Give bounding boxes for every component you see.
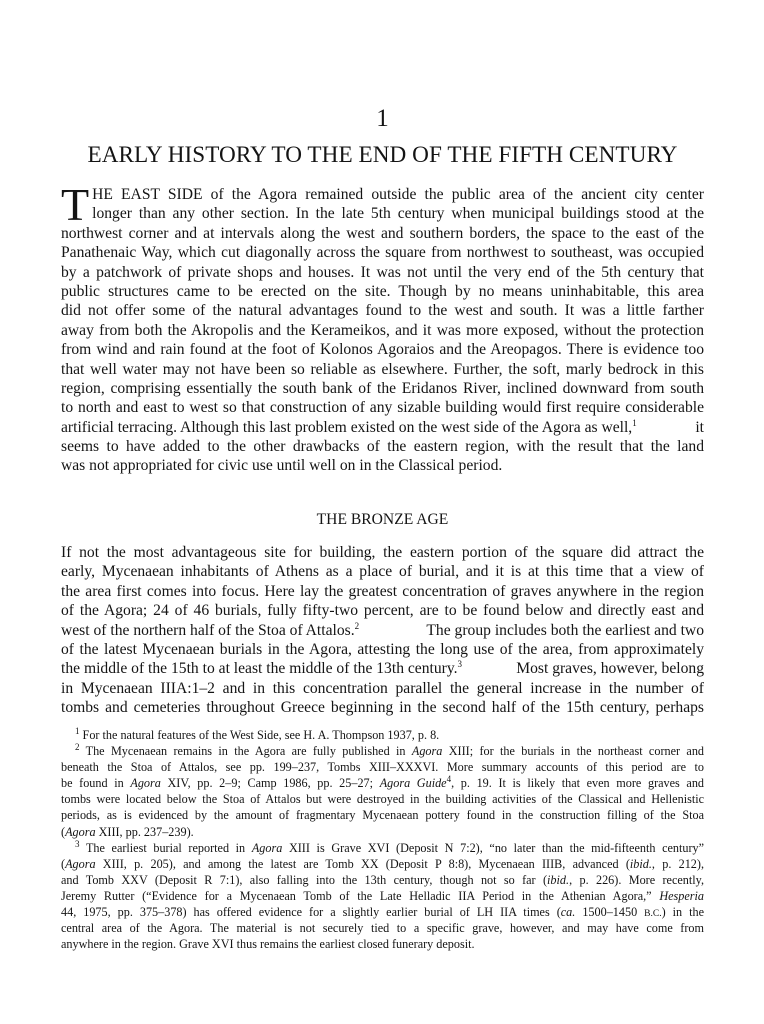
text-segment: ) in the xyxy=(661,905,704,920)
italic-text: ca. xyxy=(560,905,576,920)
text-segment: artificial terracing. Although this last problem existed on the west side of the Agora as well, xyxy=(61,418,633,436)
italic-text: Agora xyxy=(251,840,283,855)
text-line xyxy=(61,888,704,904)
text-segment: the middle of the 15th to at least the middle of the 13th century. xyxy=(61,660,458,678)
text-segment: and Tomb XXV (Deposit R 7:1), also falling into the 13th century, though not so far ( xyxy=(61,872,548,887)
text-line xyxy=(61,659,704,678)
footnote-2 xyxy=(61,743,704,759)
text-segment: 1500–1450 xyxy=(582,905,638,920)
text-segment: XIII, pp. 237–239). xyxy=(98,824,194,839)
text-line: northwest corner and at intervals along the west and southern borders, the space to the east of the xyxy=(61,224,704,242)
text-line: If not the most advantageous site for building, the eastern portion of the square did attract the xyxy=(61,544,704,561)
italic-text: Agora xyxy=(411,744,443,759)
footnote-text: For the natural features of the West Side, see H. A. Thompson 1937, p. 8. xyxy=(82,728,440,742)
text-segment: XIV, pp. 2–9; Camp 1986, pp. 25–27; xyxy=(167,776,374,791)
text-line: did not offer some of the natural advantages found to the west and south. It was a little farther xyxy=(61,302,704,320)
section-heading: THE BRONZE AGE xyxy=(316,511,449,528)
text-line: of the latest Mycenaean burials in the Agora, attesting the long use of the area, from approximately xyxy=(61,640,704,658)
footnotes xyxy=(61,727,704,952)
edition-superscript: 4 xyxy=(446,775,452,785)
text-segment: The earliest burial reported in xyxy=(85,840,246,855)
text-line: Panathenaic Way, which cut diagonally across the square from northwest to southeast, was occupied xyxy=(61,244,704,262)
footnote-number: 2 xyxy=(75,743,80,753)
text-line: to north and east to west so that construction of any sizable building would first require considerable xyxy=(61,399,704,417)
text-segment: ( xyxy=(61,856,66,871)
footnote-1 xyxy=(61,727,704,743)
text-line xyxy=(61,824,704,840)
italic-text: Agora xyxy=(65,824,96,839)
text-line: HE EAST SIDE of the Agora remained outside the public area of the ancient city center xyxy=(92,186,704,203)
text-line: longer than any other section. In the late 5th century when municipal buildings stood at the xyxy=(92,205,704,223)
intro-paragraph xyxy=(61,179,704,476)
text-line: beneath the Stoa of Attalos, see pp. 199–237, Tombs XIII–XXXVI. More summary accounts of this period are to xyxy=(61,760,704,775)
italic-text: Agora xyxy=(65,856,96,871)
text-line xyxy=(61,621,704,640)
text-line: seems to have added to the other drawbacks of the eastern region, with the result that the land xyxy=(61,438,704,456)
text-line: tombs and cemeteries throughout Greece beginning in the second half of the 15th century, perhaps xyxy=(61,699,704,717)
footnote-number: 1 xyxy=(75,725,80,736)
footnote-ref[interactable]: 2 xyxy=(354,620,360,631)
text-segment: XIII, p. 205), and among the latest are Tomb XX (Deposit P 8:8), Mycenaean IIIB, advanced ( xyxy=(102,856,630,871)
text-line: in Mycenaean IIIA:1–2 and in this concentration parallel the general increase in the number of xyxy=(61,679,704,697)
italic-text: ibid. xyxy=(629,856,652,871)
text-line: that well water may not have been so reliable as elsewhere. Further, the soft, marly bedrock in this xyxy=(61,360,704,378)
text-line: anywhere in the region. Grave XVI thus remains the earliest closed funerary deposit. xyxy=(61,937,475,952)
text-line: early, Mycenaean inhabitants of Athens as a place of burial, and it is at this time that a view of xyxy=(61,563,704,581)
text-segment: 44, 1975, pp. 375–378) has offered evidence for a slightly earlier burial of LH IIA times ( xyxy=(61,905,561,920)
footnote-3 xyxy=(61,840,704,856)
text-line: of the Agora; 24 of 46 burials, fully fifty-two percent, are to be found below and directly east and xyxy=(61,602,704,620)
text-line xyxy=(61,856,704,872)
text-segment: west of the northern half of the Stoa of Attalos. xyxy=(61,621,355,639)
text-line xyxy=(61,872,704,888)
text-line xyxy=(61,904,704,920)
text-segment: The group includes both the earliest and two xyxy=(426,621,704,639)
text-segment: ( xyxy=(61,824,66,839)
text-segment: , p. 212), xyxy=(651,856,704,871)
italic-text: Agora xyxy=(130,776,161,791)
italic-text: Agora Guide xyxy=(379,776,447,791)
italic-text: ibid. xyxy=(547,872,570,887)
footnote-ref[interactable]: 1 xyxy=(632,417,637,428)
footnote-ref[interactable]: 3 xyxy=(457,659,463,670)
text-line: tombs were located below the Stoa of Attalos but were destroyed in the building activities of the Classical and Hellenistic xyxy=(61,792,704,807)
text-segment: The Mycenaean remains in the Agora are fully published in xyxy=(85,744,406,759)
small-caps-text: B.C. xyxy=(644,909,662,920)
bronze-age-paragraph xyxy=(61,543,704,718)
text-line: public structures came to be erected on the site. Though by no means uninhabitable, this area xyxy=(61,282,704,300)
text-segment: Jeremy Rutter (“Evidence for a Mycenaean Tomb of the Late Helladic IIA Period in the Athenian Agora,” xyxy=(61,888,652,903)
text-segment: XIII; for the burials in the northeast corner and xyxy=(448,744,704,759)
footnote-number: 3 xyxy=(75,839,80,849)
text-line: from wind and rain found at the foot of Kolonos Agoraios and the Areopagos. There is evidence too xyxy=(61,341,704,359)
drop-cap: T xyxy=(61,179,90,230)
text-segment: it xyxy=(695,418,704,436)
text-segment: Most graves, however, belong xyxy=(516,660,704,678)
text-line: was not appropriated for civic use until well on in the Classical period. xyxy=(61,457,503,475)
text-line: central area of the Agora. The material is not securely tied to a specific grave, however, and may have come from xyxy=(61,921,704,936)
italic-text: Hesperia xyxy=(659,888,704,903)
chapter-number: 1 xyxy=(376,105,389,132)
text-line xyxy=(61,775,704,791)
text-line: by a patchwork of private shops and houses. It was not until the very end of the 5th century that xyxy=(61,263,704,281)
text-line xyxy=(61,418,704,437)
text-segment: be found in xyxy=(61,776,124,791)
text-line: region, comprising essentially the south bank of the Eridanos River, inclined downward from south xyxy=(61,379,704,397)
text-line: periods, as is evidenced by the amount of fragmentary Mycenaean pottery found in the construction filling of the Stoa xyxy=(61,808,704,823)
text-segment: , p. 226). More recently, xyxy=(569,872,704,887)
chapter-title: EARLY HISTORY TO THE END OF THE FIFTH CENTURY xyxy=(87,142,678,168)
text-line: the area first comes into focus. Here lay the greatest concentration of graves anywhere in the region xyxy=(61,582,704,600)
text-segment: , p. 19. It is likely that even more graves and xyxy=(451,776,704,791)
text-line: away from both the Akropolis and the Kerameikos, and it was more exposed, without the protection xyxy=(61,321,704,339)
text-segment: XIII is Grave XVI (Deposit N 7:2), “no later than the mid-fifteenth century” xyxy=(288,840,704,855)
